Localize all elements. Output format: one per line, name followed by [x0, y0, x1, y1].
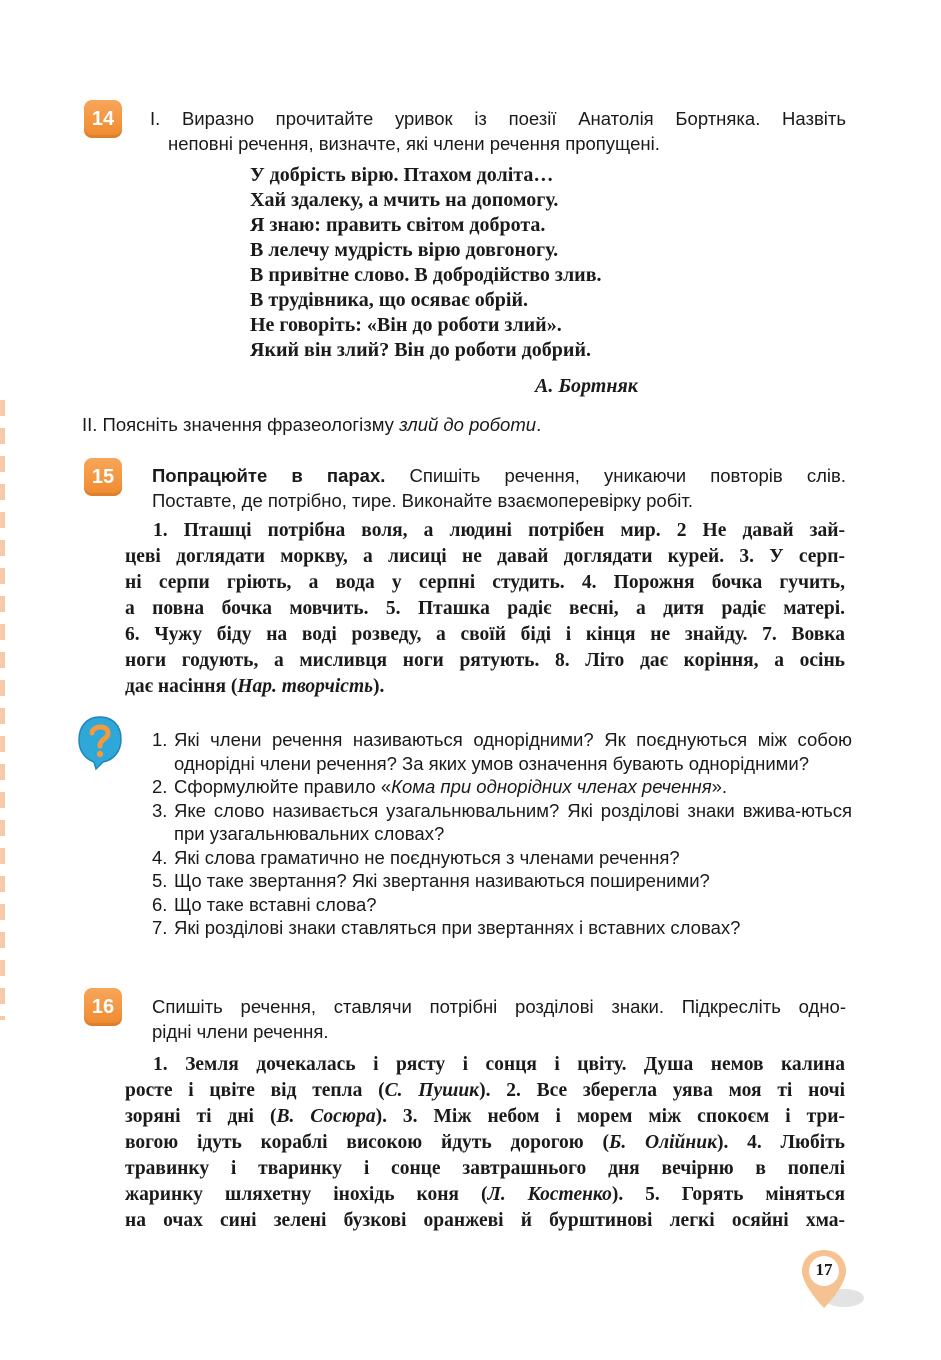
- phraseologism: злий до роботи: [399, 414, 537, 435]
- question-number: 7.: [152, 917, 168, 938]
- text: вогою ідуть кораблі високою йдуть дорогою (: [125, 1132, 609, 1153]
- question-item: [152, 869, 852, 893]
- poem-line: Який він злий? Він до роботи добрий.: [250, 339, 591, 361]
- task-15-line2: Поставте, де потрібно, тире. Виконайте взаємоперевірку робіт.: [152, 490, 693, 511]
- part2-suffix: .: [536, 414, 542, 435]
- source-ref: Нар. творчість: [237, 676, 374, 697]
- text: ). 2. Все зберегла уява моя ті ночі: [479, 1080, 845, 1101]
- poem: [250, 163, 602, 363]
- question-bubble-icon: [76, 713, 124, 771]
- task-14-line2: неповні речення, визначте, які члени речення пропущені.: [168, 133, 660, 154]
- question-item: [152, 728, 852, 775]
- poem-line: Не говоріть: «Він до роботи злий».: [250, 314, 562, 336]
- poem-line: В лелечу мудрість вірю довгоногу.: [250, 239, 559, 261]
- review-questions: [152, 728, 852, 940]
- question-number: 5.: [152, 870, 168, 891]
- sentence-line: на очах сині зелені бузкові оранжеві й бурштинові легкі осяйні хма-: [125, 1210, 845, 1231]
- task-16-badge: 16: [84, 988, 122, 1026]
- question-text: Які слова граматично не поєднуються з членами речення?: [174, 846, 680, 868]
- question-text: Що таке вставні слова?: [174, 893, 377, 915]
- sentence-line: [125, 1182, 845, 1208]
- text: жаринку шляхетну інохідь коня (: [125, 1184, 488, 1205]
- poem-line: В трудівника, що осяває обрій.: [250, 289, 528, 311]
- task-15-line1: [152, 463, 846, 488]
- question-number: 6.: [152, 893, 168, 915]
- source-ref: Л. Костенко: [487, 1184, 612, 1205]
- last-suffix: ).: [373, 676, 385, 697]
- question-item: [152, 893, 852, 917]
- q2-suffix: ».: [711, 776, 728, 797]
- task-15-lead: Попрацюйте в парах.: [152, 465, 386, 486]
- sentence-line: [125, 1104, 845, 1130]
- page-number: 17: [815, 1260, 833, 1279]
- task-14-instruction: [150, 106, 846, 156]
- source-ref: В. Сосюра: [276, 1106, 376, 1127]
- task-16-sentences: [125, 1052, 845, 1234]
- task-14-part2: [82, 412, 541, 437]
- sentence-line: а повна бочка мовчить. 5. Пташка радіє весні, а дитя радіє матері.: [125, 598, 845, 619]
- task-14-line1: І. Виразно прочитайте уривок із поезії Анатолія Бортняка. Назвіть: [150, 108, 846, 129]
- task-16-line1: Спишіть речення, ставлячи потрібні розділові знаки. Підкресліть одно-: [152, 996, 846, 1017]
- last-prefix: дає насіння (: [125, 676, 238, 697]
- task-16-instruction: [152, 994, 846, 1044]
- text: росте і цвіте від тепла (: [125, 1080, 385, 1101]
- task-15-instruction: [152, 463, 846, 513]
- question-text: [174, 775, 852, 799]
- sentence-line: [125, 1130, 845, 1156]
- question-item: [152, 916, 852, 940]
- question-item: [152, 799, 852, 846]
- question-item: [152, 775, 852, 799]
- sentence-line: [125, 1078, 845, 1104]
- page-number-marker: [796, 1246, 866, 1316]
- poem-author: А. Бортняк: [535, 375, 638, 397]
- task-16-line2: рідні члени речення.: [152, 1021, 329, 1042]
- q2-prefix: Сформулюйте правило «: [174, 776, 392, 797]
- sentence-line: [125, 674, 845, 700]
- sentence-line: ні серпи гріють, а вода у серпні студить. 4. Порожня бочка гучить,: [125, 572, 845, 593]
- rule-name: Кома при однорідних членах речення: [391, 776, 712, 797]
- question-text: Які розділові знаки ставляться при звертаннях і вставних словах?: [174, 917, 741, 938]
- poem-line: У добрість вірю. Птахом доліта…: [250, 164, 554, 186]
- task-14-badge: 14: [84, 100, 122, 138]
- sentence-line: травинку і тваринку і сонце завтрашнього дня вечірню в попелі: [125, 1158, 845, 1179]
- question-number: 3.: [152, 799, 168, 821]
- sentence-line: 1. Земля дочекалась і рясту і сонця і цвіту. Душа немов калина: [153, 1054, 845, 1075]
- text: ). 5. Горять міняться: [611, 1184, 845, 1205]
- task-15-badge: 15: [84, 458, 122, 496]
- text: зоряні ті дні (: [125, 1106, 277, 1127]
- question-text: Які члени речення називаються однорідними? Як поєднуються між собою однорідні члени речення? За яких умов означення бувають однорідними?: [174, 729, 852, 774]
- sentence-line: 1. Пташці потрібна воля, а людині потрібен мир. 2 Не давай зай-: [153, 520, 845, 541]
- text: ). 4. Любіть: [716, 1132, 845, 1153]
- question-number: 1.: [152, 729, 168, 750]
- poem-line: Хай здалеку, а мчить на допомогу.: [250, 189, 559, 211]
- page-edge-decoration: [0, 400, 5, 1020]
- task-15-sentences: [125, 518, 845, 700]
- question-text: Яке слово називається узагальнювальним? Які розділові знаки вжива-ються при узагальнювальних словах?: [174, 799, 852, 844]
- poem-line: Я знаю: править світом доброта.: [250, 214, 546, 236]
- poem-line: В привітне слово. В добродійство злив.: [250, 264, 602, 286]
- question-number: 4.: [152, 846, 168, 868]
- part2-text: ІІ. Поясніть значення фразеологізму: [82, 414, 400, 435]
- sentence-line: 6. Чужу біду на воді розведу, а своїй біді і кінця не знайду. 7. Вовка: [125, 624, 845, 645]
- sentence-line: ноги годують, а мисливця ноги рятують. 8. Літо дає коріння, а осінь: [125, 650, 845, 671]
- sentence-line: цеві доглядати моркву, а лисиці не давай доглядати курей. 3. У серп-: [125, 546, 845, 567]
- question-item: [152, 846, 852, 870]
- source-ref: С. Пушик: [384, 1080, 480, 1101]
- source-ref: Б. Олійник: [609, 1132, 717, 1153]
- map-pin-icon: [796, 1246, 866, 1316]
- question-number: 2.: [152, 776, 168, 797]
- task-15-lead-rest: Спишіть речення, уникаючи повторів слів.: [385, 465, 846, 486]
- text: ). 3. Між небом і морем між спокоєм і три-: [375, 1106, 845, 1127]
- question-text: Що таке звертання? Які звертання називаються поширеними?: [174, 870, 710, 891]
